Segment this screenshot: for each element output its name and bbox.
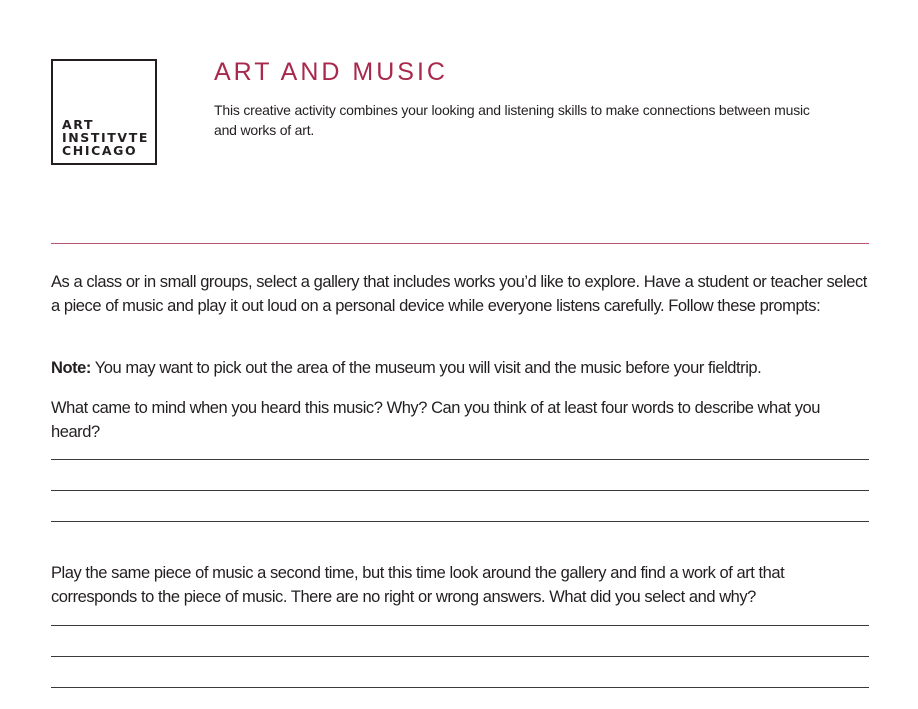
header-divider	[51, 243, 869, 244]
answer-line-1-3[interactable]	[51, 521, 869, 522]
logo-line-3: CHICAGO	[62, 143, 138, 158]
answer-line-1-1[interactable]	[51, 459, 869, 460]
logo-line-1: ART	[62, 117, 95, 132]
answer-line-2-1[interactable]	[51, 625, 869, 626]
note-label: Note:	[51, 359, 91, 377]
page-title: ART AND MUSIC	[214, 58, 448, 86]
question-2: Play the same piece of music a second time, but this time look around the gallery and find a work of art that corresponds to the piece of music. There are no right or wrong answers. What did you select and why?	[51, 564, 785, 606]
answer-line-2-2[interactable]	[51, 656, 869, 657]
logo-line-2: INSTITVTE	[62, 130, 149, 145]
art-institute-logo	[51, 59, 157, 165]
note-text: You may want to pick out the area of the museum you will visit and the music before your fieldtrip.	[90, 359, 762, 377]
question-1: What came to mind when you heard this music? Why? Can you think of at least four words to describe what you heard?	[51, 399, 820, 441]
note-paragraph	[51, 356, 869, 380]
instructions-paragraph: As a class or in small groups, select a gallery that includes works you’d like to explore. Have a student or teacher select a piece of music and play it out loud on a personal device while everyone listens carefully. Follow these prompts:	[51, 273, 867, 315]
answer-line-2-3[interactable]	[51, 687, 869, 688]
answer-line-1-2[interactable]	[51, 490, 869, 491]
intro-text: This creative activity combines your looking and listening skills to make connections between music and works of art.	[214, 102, 810, 138]
logo-wordmark	[62, 118, 149, 157]
